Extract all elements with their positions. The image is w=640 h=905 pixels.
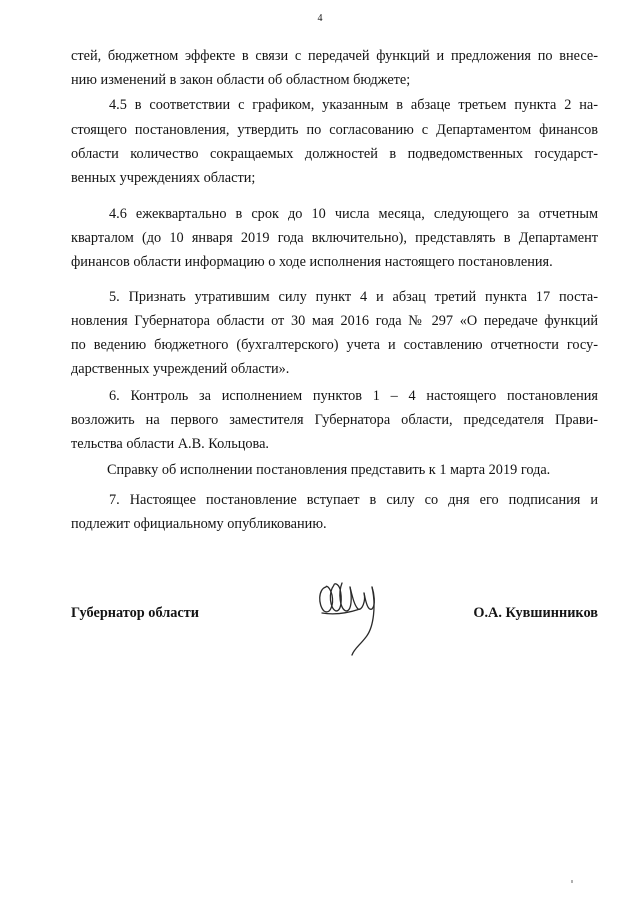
text-line: области количество сокращаемых должностей в подведомственных государст- — [71, 146, 598, 162]
text-line: по ведению бюджетного (бухгалтерского) учета и составлению отчетности госу- — [71, 337, 598, 353]
text-line: стей, бюджетном эффекте в связи с передачей функций и предложения по внесе- — [71, 48, 598, 64]
text-line: кварталом (до 10 января 2019 года включительно), представлять в Департамент — [71, 230, 598, 246]
text-line: возложить на первого заместителя Губернатора области, председателя Прави- — [71, 412, 598, 428]
text-line: финансов области информацию о ходе исполнения настоящего постановления. — [71, 254, 553, 270]
position-title: Губернатор области — [71, 605, 200, 621]
text-line: венных учреждениях области; — [71, 170, 256, 186]
text-line: новления Губернатора области от 30 мая 2016 года № 297 «О передаче функций — [71, 313, 598, 329]
page-number: 4 — [317, 13, 323, 24]
text-line: нию изменений в закон области об областном бюджете; — [71, 72, 411, 88]
signatory-name: О.А. Кувшинников — [473, 605, 598, 621]
text-line: 5. Признать утратившим силу пункт 4 и абзац третий пункта 17 поста- — [109, 289, 598, 305]
text-line: 6. Контроль за исполнением пунктов 1 – 4 настоящего постановления — [109, 388, 598, 404]
text-line: Справку об исполнении постановления представить к 1 марта 2019 года. — [107, 462, 551, 478]
text-line: тельства области А.В. Кольцова. — [71, 436, 269, 452]
text-line: 4.5 в соответствии с графиком, указанным в абзаце третьем пункта 2 на- — [109, 97, 598, 113]
scan-speck — [571, 880, 573, 883]
text-line: 4.6 ежеквартально в срок до 10 числа месяца, следующего за отчетным — [109, 206, 598, 222]
text-line: дарственных учреждений области». — [71, 361, 290, 377]
signature-block — [71, 589, 598, 669]
text-line: стоящего постановления, утвердить по согласованию с Департаментом финансов — [71, 122, 598, 138]
text-line: подлежит официальному опубликованию. — [71, 516, 327, 532]
text-line: 7. Настоящее постановление вступает в силу со дня его подписания и — [109, 492, 598, 508]
handwritten-signature — [314, 575, 384, 659]
